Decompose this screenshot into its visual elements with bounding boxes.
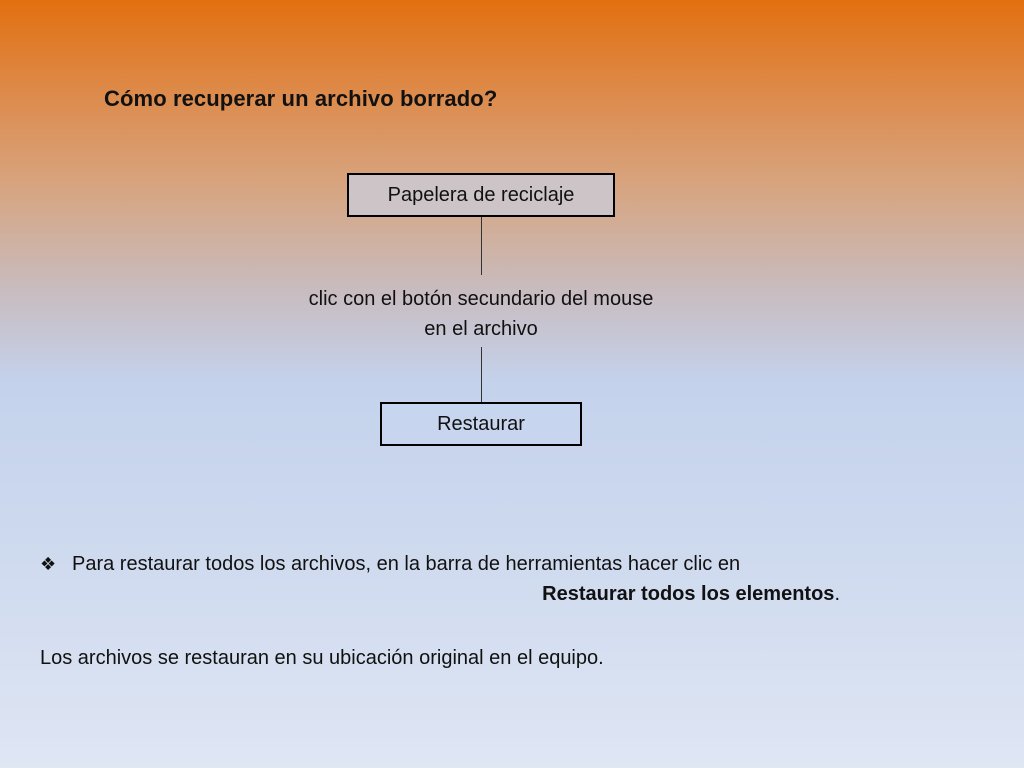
bullet-end-punctuation: . [834, 583, 840, 605]
middle-step-line-1: clic con el botón secundario del mouse [308, 288, 654, 310]
connector-line-bottom [481, 347, 482, 402]
restore-all-items-text: Restaurar todos los elementos [542, 583, 835, 605]
connector-line-top [481, 217, 482, 275]
slide-title: Cómo recuperar un archivo borrado? [104, 86, 498, 111]
diamond-bullet-icon: ❖ [40, 554, 57, 574]
footer-text: Los archivos se restauran en su ubicación original en el equipo. [40, 647, 604, 669]
restore-box [380, 402, 582, 446]
middle-step-text [260, 284, 702, 344]
restore-label: Restaurar [437, 412, 525, 435]
bullet-bold-line [40, 580, 840, 608]
bullet-text: Para restaurar todos los archivos, en la barra de herramientas hacer clic en [72, 553, 741, 575]
bullet-paragraph [40, 550, 740, 578]
middle-step-line-2: en el archivo [424, 318, 538, 340]
recycle-bin-label: Papelera de reciclaje [387, 183, 575, 206]
recycle-bin-box [347, 173, 615, 217]
